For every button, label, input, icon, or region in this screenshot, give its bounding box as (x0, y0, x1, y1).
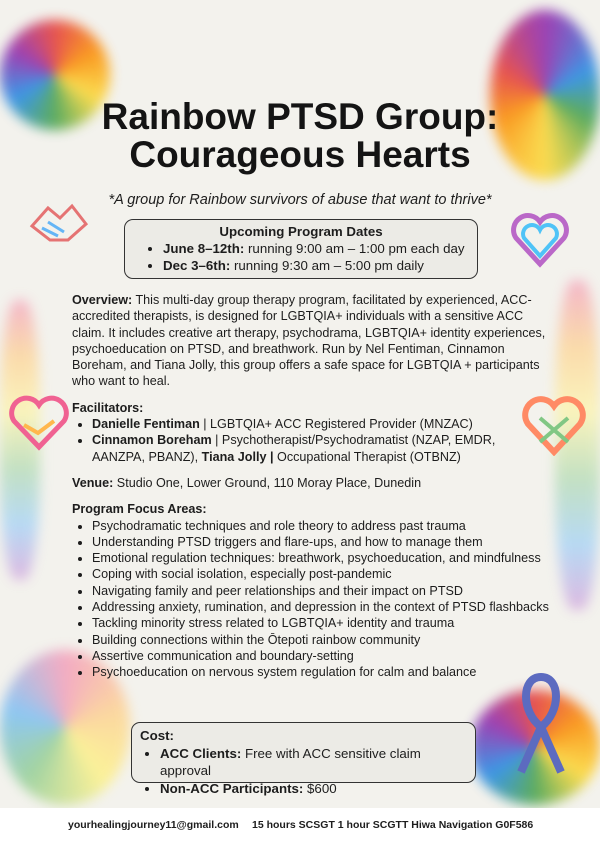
cost-label: Non-ACC Participants: (160, 780, 304, 796)
focus-list (72, 518, 550, 681)
date-item (163, 240, 477, 257)
overview-text: This multi-day group therapy program, facilitated by experienced, ACC-accredited therapists, is designed for LGBTQIA+ individuals with a sensitive ACC claim. It includes creative art therapy, psychodrama, LGBTQIA+ identity experiences, psychoeducation on PTSD, and breathwork. Run by Nel Fentiman, Cinnamon Boreham, and Tiana Jolly, this group offers a safe space for LGBTQIA + participants who want to heal. (72, 293, 546, 389)
focus-item: • Coping with social isolation, especially post-pandemic (92, 566, 550, 582)
contact-email[interactable]: yourhealingjourney11@gmail.com (68, 819, 239, 831)
cost-box (131, 722, 476, 796)
facilitator-role: Occupational Therapist (OTBNZ) (273, 449, 461, 464)
date-item (163, 257, 477, 274)
venue (72, 475, 550, 491)
focus-heading-text: Program Focus Areas: (72, 502, 207, 517)
program-dates-box (124, 219, 478, 279)
focus-item: • Navigating family and peer relationships and their impact on PTSD (92, 583, 550, 599)
focus-item: • Understanding PTSD triggers and flare-ups, and how to manage them (92, 534, 550, 550)
heart-handshake-icon (8, 395, 70, 451)
cost-label: ACC Clients: (160, 745, 242, 761)
title-line-2: Courageous Hearts (129, 134, 471, 175)
cost-text: Free with ACC sensitive claim approval (160, 745, 421, 778)
overview (72, 292, 550, 390)
facilitators-heading-text: Facilitators: (72, 400, 144, 415)
date-label: Dec 3–6th: (163, 258, 231, 273)
facilitators-list (72, 416, 550, 465)
page-title (0, 98, 600, 174)
venue-label: Venue: (72, 475, 114, 490)
heart-icon (510, 212, 570, 268)
focus-heading (72, 501, 550, 517)
cost-heading: Cost: (140, 728, 174, 743)
focus-item: • Psychoeducation on nervous system regulation for calm and balance (92, 664, 550, 680)
title-line-1: Rainbow PTSD Group: (101, 96, 499, 137)
facilitator-role: | LGBTQIA+ ACC Registered Provider (MNZAC) (199, 417, 473, 432)
ribbon-icon (516, 672, 566, 782)
main-content (72, 292, 550, 681)
venue-text: Studio One, Lower Ground, 110 Moray Place, Dunedin (113, 475, 422, 490)
facilitator-name: Danielle Fentiman (92, 417, 200, 432)
focus-item: • Psychodramatic techniques and role theory to address past trauma (92, 518, 550, 534)
subtitle: *A group for Rainbow survivors of abuse that want to thrive* (108, 192, 492, 208)
focus-item: • Building connections within the Ōtepoti rainbow community (92, 632, 550, 648)
focus-item: • Assertive communication and boundary-setting (92, 648, 550, 664)
program-dates-heading: Upcoming Program Dates (219, 224, 383, 239)
facilitator-item (92, 432, 550, 465)
overview-label: Overview: (72, 293, 133, 307)
cost-text: $600 (303, 780, 337, 796)
cost-item (160, 780, 475, 798)
facilitator-item (92, 416, 550, 432)
focus-item: • Tackling minority stress related to LGBTQIA+ identity and trauma (92, 615, 550, 631)
date-label: June 8–12th: (163, 241, 245, 256)
focus-item: • Addressing anxiety, rumination, and depression in the context of PTSD flashbacks (92, 599, 550, 615)
date-text: running 9:00 am – 1:00 pm each day (244, 241, 465, 256)
facilitator-name: Tiana Jolly | (201, 449, 274, 464)
footer-note: 15 hours SCSGT 1 hour SCGTT Hiwa Navigation G0F586 (252, 819, 534, 831)
date-text: running 9:30 am – 5:00 pm daily (230, 258, 424, 273)
footer (0, 808, 600, 848)
facilitator-role: | Psychotherapist/Psychodramatist (NZAP, EMDR, AANZPA, PBANZ), (92, 433, 496, 464)
focus-item: • Emotional regulation techniques: breathwork, psychoeducation, and mindfulness (92, 550, 550, 566)
facilitators-heading (72, 400, 550, 416)
cost-item (160, 745, 475, 780)
facilitator-name: Cinnamon Boreham (92, 433, 212, 448)
